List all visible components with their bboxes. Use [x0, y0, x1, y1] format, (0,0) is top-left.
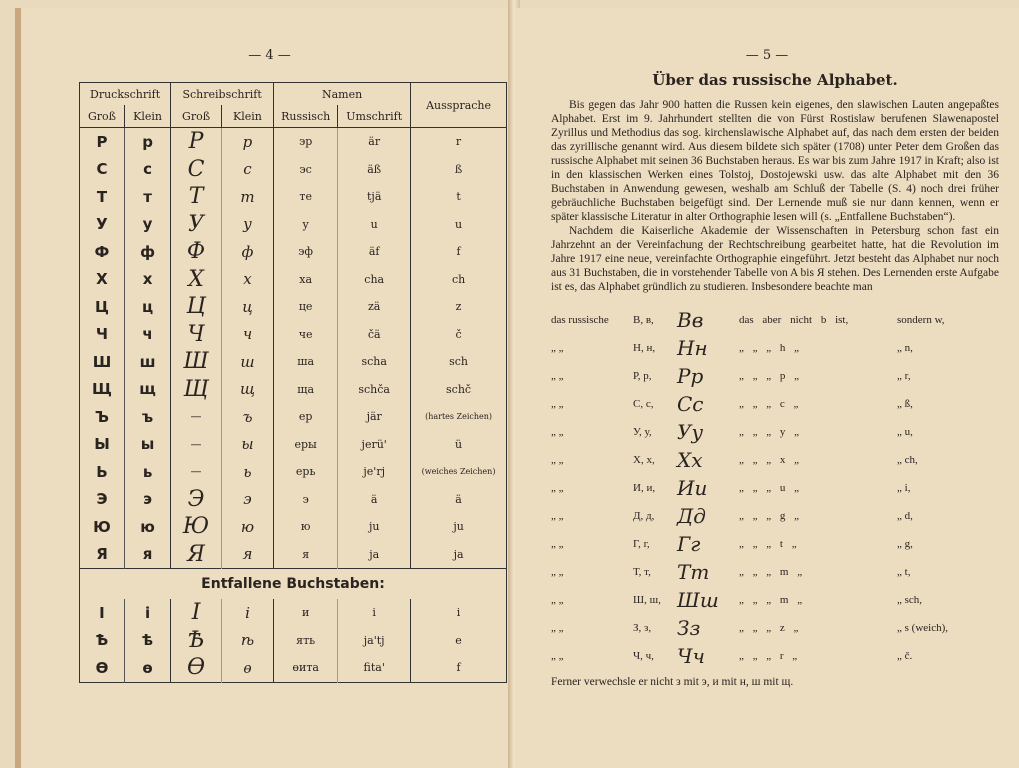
header-aussprache: Aussprache	[411, 83, 507, 128]
header-druckschrift: Druckschrift	[90, 87, 161, 101]
header-russisch: Russisch	[274, 105, 338, 128]
script-lower: я	[221, 541, 273, 569]
russian-name: эф	[274, 238, 338, 266]
list-item	[551, 558, 999, 586]
table-row	[80, 128, 507, 156]
pronunciation: i	[456, 606, 461, 620]
prefix: „ „	[551, 566, 564, 578]
letter-pair: И, и,	[633, 482, 656, 494]
print-lower: ш	[124, 348, 170, 376]
russian-name: у	[274, 211, 338, 239]
header-gross: Groß	[171, 105, 222, 128]
russian-name: еры	[274, 431, 338, 459]
pronunciation: ä	[455, 492, 462, 506]
script-letter: Нн	[677, 336, 708, 360]
script-upper: Т	[171, 183, 222, 211]
right-column	[551, 70, 999, 688]
transliteration: i	[338, 599, 411, 627]
script-upper: —	[171, 431, 222, 459]
comparison: „ „ „ r „	[739, 650, 798, 662]
list-item	[551, 530, 999, 558]
script-upper: Я	[171, 541, 222, 569]
transliteration: ju	[338, 513, 411, 541]
script-upper: Р	[171, 128, 222, 156]
paragraph: Bis gegen das Jahr 900 hatten die Russen kein eigenes, den slawischen Lauten angepaßtes Alphabet. Erst im 9. Jahrhundert stellten die von Fürst Rostislaw berufenen Slawenapostel Zyrillus und Methodius das sog. kirchenslawische Alphabet auf, das nach dem ersten der beiden das zyrillische genannt wird. Aus diesem bildete sich später (1708) unter Peter dem Großen das russische Alphabet mit seinen 36 Buchstaben heraus. Es war bis zum Jahre 1917 in Kraft; also ist in den klassischen Werken eines Tolstoj, Dostojewski usw. das alte Alphabet mit den 36 Buchstaben in Anwendung gewesen, weshalb am Schluß der Tabelle (S. 4) noch drei früher gebräuchliche Buchstaben beigefügt sind. Der Lernende muß sie nur dann kennen, wenn er später klassische Literatur in alter Orthographie lesen will (s. „Entfallene Buchstaben“).	[551, 99, 999, 223]
letter-pair: Н, н,	[633, 342, 656, 354]
russian-name: ю	[274, 513, 338, 541]
transliteration: äß	[338, 156, 411, 184]
print-lower: ф	[124, 238, 170, 266]
russian-name: өита	[274, 654, 338, 682]
print-upper: Ъ	[80, 403, 125, 431]
table-row	[80, 403, 507, 431]
entfallene-heading: Entfallene Buchstaben:	[80, 569, 507, 600]
print-upper: Ѳ	[80, 654, 125, 682]
script-upper: Ѣ	[171, 627, 222, 655]
comparison: „ „ „ m „	[739, 566, 803, 578]
script-letter: Сс	[677, 392, 704, 416]
print-upper: Ь	[80, 458, 125, 486]
transliteration: zä	[338, 293, 411, 321]
letter-pair: С, с,	[633, 398, 654, 410]
table-row	[80, 486, 507, 514]
print-upper: Ч	[80, 321, 125, 349]
list-item	[551, 418, 999, 446]
comparison: „ „ „ m „	[739, 594, 803, 606]
script-lower: ф	[221, 238, 273, 266]
script-lower: ы	[221, 431, 273, 459]
script-upper: У	[171, 211, 222, 239]
comparison: „ „ „ h „	[739, 342, 800, 354]
script-lower: ъ	[221, 403, 273, 431]
russian-name: эс	[274, 156, 338, 184]
script-upper: Ф	[171, 238, 222, 266]
script-letter: Гг	[677, 532, 701, 556]
list-item	[551, 474, 999, 502]
table-row	[80, 238, 507, 266]
print-upper: Щ	[80, 376, 125, 404]
list-item	[551, 586, 999, 614]
transliteration: ja'tj	[338, 627, 411, 655]
prefix: „ „	[551, 370, 564, 382]
pronunciation: č	[455, 327, 462, 341]
prefix: „ „	[551, 622, 564, 634]
table-row	[80, 599, 507, 627]
comparison: „ „ „ p „	[739, 370, 800, 382]
print-upper: Ы	[80, 431, 125, 459]
table-row	[80, 431, 507, 459]
list-item	[551, 306, 999, 334]
transliteration: čä	[338, 321, 411, 349]
print-lower: т	[124, 183, 170, 211]
script-lower: ч	[221, 321, 273, 349]
transliteration: cha	[338, 266, 411, 294]
page-title: Über das russische Alphabet.	[652, 71, 898, 89]
letter-pair: Т, т,	[633, 566, 651, 578]
print-upper: Т	[80, 183, 125, 211]
table-row	[80, 513, 507, 541]
comparison: „ „ „ c „	[739, 398, 799, 410]
list-item	[551, 362, 999, 390]
table-row	[80, 266, 507, 294]
pronunciation: f	[456, 661, 461, 675]
letter-pair: У, у,	[633, 426, 652, 438]
left-page	[15, 8, 518, 768]
script-lower: ц	[221, 293, 273, 321]
prefix: „ „	[551, 342, 564, 354]
transliteration: fita'	[338, 654, 411, 682]
transliteration: u	[338, 211, 411, 239]
print-upper: І	[80, 599, 125, 627]
print-upper: Ф	[80, 238, 125, 266]
pronunciation: ch	[451, 272, 466, 286]
pronunciation: f	[456, 245, 461, 259]
russian-name: ха	[274, 266, 338, 294]
print-upper: Ю	[80, 513, 125, 541]
transliteration: scha	[338, 348, 411, 376]
script-lower: т	[221, 183, 273, 211]
script-lower: р	[221, 128, 273, 156]
table-row	[80, 293, 507, 321]
prefix: „ „	[551, 426, 564, 438]
script-upper: —	[171, 403, 222, 431]
table-row	[80, 376, 507, 404]
actual-sound: „ u,	[897, 426, 913, 438]
actual-sound: „ d,	[897, 510, 913, 522]
script-upper: —	[171, 458, 222, 486]
prefix: „ „	[551, 398, 564, 410]
pronunciation: u	[455, 217, 463, 231]
prefix: „ „	[551, 538, 564, 550]
script-upper: Щ	[171, 376, 222, 404]
table-row	[80, 156, 507, 184]
comparison: „ „ „ t „	[739, 538, 797, 550]
russian-name: и	[274, 599, 338, 627]
script-lower: х	[221, 266, 273, 294]
russian-name: ер	[274, 403, 338, 431]
pronunciation: sch	[449, 355, 468, 369]
actual-sound: „ r,	[897, 370, 911, 382]
script-lower: і	[221, 599, 273, 627]
print-lower: э	[124, 486, 170, 514]
pronunciation: ja	[453, 547, 464, 561]
script-upper: Э	[171, 486, 222, 514]
print-lower: ц	[124, 293, 170, 321]
pronunciation: (weiches Zeichen)	[421, 467, 496, 477]
pronunciation: schč	[446, 382, 472, 396]
script-letter: Зз	[677, 616, 701, 640]
transliteration: je'rj	[338, 458, 411, 486]
print-lower: ь	[124, 458, 170, 486]
print-upper: Ѣ	[80, 627, 125, 655]
print-lower: ъ	[124, 403, 170, 431]
print-upper: Я	[80, 541, 125, 569]
pronunciation: (hartes Zeichen)	[425, 412, 493, 422]
header-schreibschrift: Schreibschrift	[171, 83, 274, 106]
actual-sound: „ t,	[897, 566, 911, 578]
table-row	[80, 458, 507, 486]
letter-pair: Д, д,	[633, 510, 655, 522]
script-lower: с	[221, 156, 273, 184]
letter-pair: Р, р,	[633, 370, 652, 382]
table-row	[80, 541, 507, 569]
script-lower: ь	[221, 458, 273, 486]
prefix: „ „	[551, 482, 564, 494]
print-lower: ю	[124, 513, 170, 541]
list-item	[551, 334, 999, 362]
russian-name: те	[274, 183, 338, 211]
table-row	[80, 211, 507, 239]
comparison: „ „ „ x „	[739, 454, 800, 466]
script-letter: Шш	[677, 588, 719, 612]
actual-sound: sondern w,	[897, 314, 945, 326]
list-item	[551, 502, 999, 530]
print-lower: х	[124, 266, 170, 294]
actual-sound: „ i,	[897, 482, 911, 494]
script-letter: Чч	[677, 644, 705, 668]
russian-name: эр	[274, 128, 338, 156]
transliteration: ja	[338, 541, 411, 569]
print-lower: і	[124, 599, 170, 627]
print-lower: ѳ	[124, 654, 170, 682]
alphabet-table	[79, 82, 507, 683]
table-row	[80, 627, 507, 655]
comparison: „ „ „ g „	[739, 510, 800, 522]
actual-sound: „ s (weich),	[897, 622, 949, 634]
russian-name: це	[274, 293, 338, 321]
comparison: „ „ „ y „	[739, 426, 800, 438]
prefix: das russische	[551, 314, 609, 326]
print-lower: я	[124, 541, 170, 569]
prefix: „ „	[551, 594, 564, 606]
transliteration: äf	[338, 238, 411, 266]
header-namen: Namen	[274, 83, 411, 106]
table-row	[80, 348, 507, 376]
pronunciation: ß	[454, 162, 463, 176]
print-lower: ы	[124, 431, 170, 459]
script-upper: Х	[171, 266, 222, 294]
script-letter: Тт	[677, 560, 710, 584]
letter-pair: Х, х,	[633, 454, 655, 466]
paragraph: Nachdem die Kaiserliche Akademie der Wissenschaften in Petersburg schon fast ein Jahrzehnt an der Vereinfachung der Rechtschreibung gearbeitet hatte, hat die Revolution im Jahre 1917 eine neue, vereinfachte Orthographie eingeführt. Jetzt besteht das Alphabet nur noch aus 31 Buchstaben, die in vorstehender Tabelle von A bis Я stehen. Des Lernenden erste Aufgabe ist es, das Alphabet gründlich zu studieren. Insbesondere beachte man	[551, 225, 999, 293]
pronunciation: ü	[455, 437, 463, 451]
actual-sound: „ ß,	[897, 398, 913, 410]
script-lower: ѳ	[221, 654, 273, 682]
script-lower: ѣ	[221, 627, 273, 655]
print-upper: С	[80, 156, 125, 184]
letter-pair: В, в,	[633, 314, 654, 326]
right-page	[515, 8, 1019, 768]
print-upper: Р	[80, 128, 125, 156]
pronunciation: z	[455, 300, 462, 314]
script-letter: Вв	[677, 308, 704, 332]
list-item	[551, 446, 999, 474]
transliteration: ä	[338, 486, 411, 514]
russian-name: э	[274, 486, 338, 514]
confusable-letters-list	[551, 306, 999, 670]
transliteration: schča	[338, 376, 411, 404]
transliteration: jär	[338, 403, 411, 431]
pronunciation: t	[456, 190, 461, 204]
russian-name: я	[274, 541, 338, 569]
print-lower: р	[124, 128, 170, 156]
actual-sound: „ sch,	[897, 594, 923, 606]
script-upper: С	[171, 156, 222, 184]
header-umschrift: Umschrift	[338, 105, 411, 128]
body-text	[551, 98, 999, 294]
script-lower: ю	[221, 513, 273, 541]
print-upper: Э	[80, 486, 125, 514]
russian-name: че	[274, 321, 338, 349]
prefix: „ „	[551, 510, 564, 522]
letter-pair: Ш, ш,	[633, 594, 661, 606]
russian-name: ща	[274, 376, 338, 404]
comparison: das aber nicht b ist,	[739, 314, 849, 326]
header-gross: Groß	[87, 109, 116, 123]
actual-sound: „ č.	[897, 650, 913, 662]
letter-pair: Ч, ч,	[633, 650, 654, 662]
script-upper: Ц	[171, 293, 222, 321]
page-number: — 4 —	[248, 48, 291, 63]
print-lower: щ	[124, 376, 170, 404]
pronunciation: ju	[453, 520, 464, 534]
transliteration: tjä	[338, 183, 411, 211]
list-item	[551, 642, 999, 670]
script-lower: ш	[221, 348, 273, 376]
print-lower: у	[124, 211, 170, 239]
script-upper: Ѳ	[171, 654, 222, 682]
transliteration: jerü'	[338, 431, 411, 459]
prefix: „ „	[551, 650, 564, 662]
russian-name: ша	[274, 348, 338, 376]
header-klein: Klein	[221, 105, 273, 128]
script-letter: Уу	[677, 420, 704, 444]
list-item	[551, 614, 999, 642]
actual-sound: „ ch,	[897, 454, 918, 466]
print-lower: ѣ	[124, 627, 170, 655]
print-upper: Ш	[80, 348, 125, 376]
pronunciation: e	[455, 633, 462, 647]
russian-name: ять	[274, 627, 338, 655]
actual-sound: „ n,	[897, 342, 913, 354]
table-row	[80, 321, 507, 349]
prefix: „ „	[551, 454, 564, 466]
script-upper: Ю	[171, 513, 222, 541]
letter-pair: Г, г,	[633, 538, 650, 550]
script-letter: Дд	[677, 504, 706, 528]
comparison: „ „ „ z „	[739, 622, 799, 634]
print-lower: ч	[124, 321, 170, 349]
print-upper: Х	[80, 266, 125, 294]
header-klein: Klein	[124, 105, 170, 128]
print-upper: У	[80, 211, 125, 239]
page-number: — 5 —	[745, 48, 789, 63]
footer-note: Ferner verwechsle er nicht з mit э, и mit н, ш mit щ.	[551, 676, 794, 688]
print-upper: Ц	[80, 293, 125, 321]
table-row	[80, 183, 507, 211]
script-letter: Ии	[677, 476, 708, 500]
transliteration: är	[338, 128, 411, 156]
script-upper: Ш	[171, 348, 222, 376]
script-lower: э	[221, 486, 273, 514]
list-item	[551, 390, 999, 418]
script-upper: Ч	[171, 321, 222, 349]
script-letter: Рр	[677, 364, 704, 388]
actual-sound: „ g,	[897, 538, 913, 550]
russian-name: ерь	[274, 458, 338, 486]
script-lower: у	[221, 211, 273, 239]
script-letter: Хх	[677, 448, 703, 472]
script-upper: І	[171, 599, 222, 627]
letter-pair: З, з,	[633, 622, 652, 634]
script-lower: щ	[221, 376, 273, 404]
comparison: „ „ „ u „	[739, 482, 800, 494]
print-lower: с	[124, 156, 170, 184]
table-row	[80, 654, 507, 682]
pronunciation: r	[455, 135, 462, 149]
